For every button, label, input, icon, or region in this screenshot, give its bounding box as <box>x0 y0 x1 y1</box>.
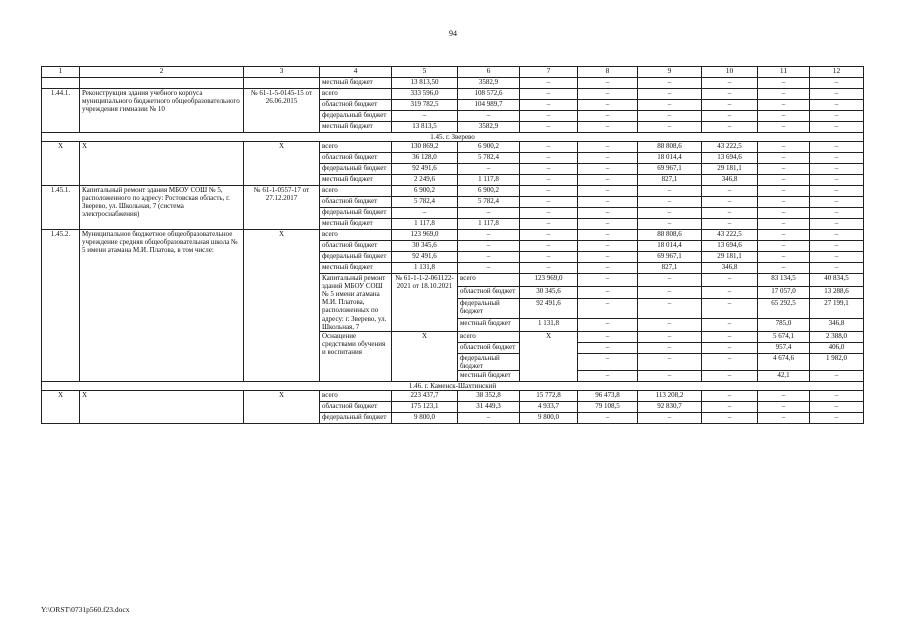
value-cell: 4 674,6 <box>758 353 810 370</box>
value-cell: – <box>810 208 864 219</box>
value-cell: – <box>520 208 578 219</box>
value-cell: 9 800,0 <box>392 413 458 424</box>
table-row <box>42 186 864 197</box>
value-cell: – <box>702 78 758 89</box>
value-cell: – <box>520 142 578 153</box>
value-cell: – <box>702 100 758 111</box>
value-cell: – <box>810 391 864 402</box>
value-cell: 13 288,6 <box>810 286 864 299</box>
section-row <box>42 133 864 142</box>
column-header: 5 <box>392 67 458 78</box>
value-cell: 6 900,2 <box>458 142 520 153</box>
value-cell: – <box>520 175 578 186</box>
funding-source-cell: всего <box>320 89 392 100</box>
value-cell: – <box>578 153 638 164</box>
column-header: 8 <box>578 67 638 78</box>
column-header: 3 <box>244 67 320 78</box>
value-cell: 43 222,5 <box>702 230 758 241</box>
value-cell: – <box>702 186 758 197</box>
value-cell: – <box>810 89 864 100</box>
value-cell: – <box>810 219 864 230</box>
value-cell: – <box>578 219 638 230</box>
value-cell: 65 292,5 <box>758 299 810 319</box>
column-header: 7 <box>520 67 578 78</box>
value-cell: – <box>520 89 578 100</box>
value-cell: – <box>520 78 578 89</box>
table-row <box>42 230 864 241</box>
value-cell: – <box>638 331 702 342</box>
value-cell: 92 491,6 <box>392 252 458 263</box>
item-number-cell: 1.44.1. <box>42 89 80 133</box>
value-cell: – <box>810 78 864 89</box>
section-title: 1.45. г. Зверево <box>42 133 864 142</box>
value-cell: 13 694,6 <box>702 241 758 252</box>
value-cell: – <box>810 197 864 208</box>
value-cell: – <box>458 230 520 241</box>
value-cell: – <box>810 186 864 197</box>
value-cell: 38 352,8 <box>458 391 520 402</box>
document-cell: № 61-1-5-0145-15 от 26.06.2015 <box>244 89 320 133</box>
value-cell: – <box>520 186 578 197</box>
value-cell: 6 900,2 <box>392 186 458 197</box>
table-row <box>42 89 864 100</box>
value-cell: – <box>810 241 864 252</box>
table-row <box>42 391 864 402</box>
value-cell: – <box>758 164 810 175</box>
value-cell: 36 128,0 <box>392 153 458 164</box>
value-cell: 43 222,5 <box>702 142 758 153</box>
budget-table <box>41 66 864 424</box>
footer-file-path: Y:\ORST\0731p560.f23.docx <box>41 605 130 614</box>
item-name-cell: Х <box>80 142 244 186</box>
value-cell: – <box>520 164 578 175</box>
table-header-row <box>42 67 864 78</box>
value-cell: – <box>810 175 864 186</box>
value-cell: – <box>638 299 702 319</box>
funding-source-cell: местный бюджет <box>320 78 392 89</box>
value-cell: 108 572,6 <box>458 89 520 100</box>
value-cell: – <box>520 219 578 230</box>
funding-source-cell: федеральный бюджет <box>320 208 392 219</box>
value-cell: – <box>638 122 702 133</box>
value-cell: 5 782,4 <box>392 197 458 208</box>
item-number-cell: Х <box>42 142 80 186</box>
value-cell: – <box>702 274 758 287</box>
value-cell: – <box>758 252 810 263</box>
value-cell: – <box>578 230 638 241</box>
item-name-cell: Капитальный ремонт зданий МБОУ СОШ № 5 имени атамана М.И. Платова, расположенных по адресу: г. Зверево, ул. Школьная, 7 <box>320 274 392 332</box>
value-cell: – <box>810 100 864 111</box>
value-cell: – <box>810 263 864 274</box>
value-cell: – <box>578 241 638 252</box>
value-cell: 30 345,6 <box>392 241 458 252</box>
value-cell: – <box>702 219 758 230</box>
document-cell: Х <box>244 142 320 186</box>
value-cell: – <box>810 413 864 424</box>
value-cell: 29 181,1 <box>702 164 758 175</box>
value-cell: – <box>758 391 810 402</box>
value-cell: 1 117,8 <box>458 175 520 186</box>
value-cell: – <box>810 164 864 175</box>
document-cell: № 61-1-1-2-061122-2021 от 18.10.2021 <box>392 274 458 332</box>
value-cell: – <box>638 353 702 370</box>
value-cell: – <box>578 175 638 186</box>
value-cell: 319 782,5 <box>392 100 458 111</box>
value-cell: – <box>638 219 702 230</box>
table-row <box>42 142 864 153</box>
value-cell: 123 969,0 <box>392 230 458 241</box>
value-cell: – <box>578 319 638 332</box>
value-cell: 1 117,8 <box>392 219 458 230</box>
value-cell: 6 900,2 <box>458 186 520 197</box>
value-cell: – <box>638 319 702 332</box>
value-cell: 40 834,5 <box>810 274 864 287</box>
funding-source-cell: федеральный бюджет <box>458 353 520 370</box>
value-cell: – <box>758 402 810 413</box>
funding-source-cell: областной бюджет <box>320 197 392 208</box>
value-cell: – <box>758 100 810 111</box>
value-cell: – <box>702 111 758 122</box>
item-number-cell: 1.45.2. <box>42 230 80 382</box>
value-cell: 123 969,0 <box>520 274 578 287</box>
value-cell: 15 772,8 <box>520 391 578 402</box>
item-name-cell: Оснащение средствами обучения и воспитания <box>320 331 392 381</box>
value-cell: – <box>638 208 702 219</box>
value-cell: 1 131,8 <box>392 263 458 274</box>
value-cell: 69 967,1 <box>638 164 702 175</box>
value-cell: – <box>810 252 864 263</box>
item-name-cell: Муниципальное бюджетное общеобразовательное учреждение средняя общеобразовательная школа № 5 имени атамана М.И. Платова, в том числе: <box>80 230 244 382</box>
value-cell: – <box>458 241 520 252</box>
value-cell: – <box>758 122 810 133</box>
value-cell: – <box>578 252 638 263</box>
funding-source-cell: местный бюджет <box>320 219 392 230</box>
value-cell: 346,8 <box>702 175 758 186</box>
value-cell: – <box>638 413 702 424</box>
value-cell: – <box>638 370 702 381</box>
value-cell: 13 813,50 <box>392 78 458 89</box>
item-name-cell: Реконструкция здания учебного корпуса муниципального бюджетного общеобразовательного учреждения гимназии № 10 <box>80 89 244 133</box>
value-cell: – <box>520 263 578 274</box>
funding-source-cell: областной бюджет <box>320 241 392 252</box>
value-cell: – <box>392 208 458 219</box>
value-cell: – <box>578 370 638 381</box>
value-cell: – <box>810 142 864 153</box>
value-cell: – <box>810 230 864 241</box>
value-cell: – <box>810 111 864 122</box>
value-cell: – <box>578 142 638 153</box>
funding-source-cell: местный бюджет <box>320 263 392 274</box>
value-cell: 223 437,7 <box>392 391 458 402</box>
column-header: 9 <box>638 67 702 78</box>
value-cell: – <box>702 353 758 370</box>
value-cell: – <box>520 122 578 133</box>
value-cell: 2 249,6 <box>392 175 458 186</box>
funding-source-cell: областной бюджет <box>320 100 392 111</box>
value-cell: 18 014,4 <box>638 241 702 252</box>
value-cell: 88 808,6 <box>638 230 702 241</box>
value-cell: – <box>758 175 810 186</box>
value-cell: – <box>702 286 758 299</box>
funding-source-cell: областной бюджет <box>458 342 520 353</box>
value-cell: – <box>520 111 578 122</box>
value-cell: – <box>702 122 758 133</box>
value-cell: – <box>638 89 702 100</box>
value-cell: – <box>638 100 702 111</box>
value-cell: 827,1 <box>638 175 702 186</box>
funding-source-cell: всего <box>458 274 520 287</box>
value-cell: – <box>458 164 520 175</box>
value-cell: – <box>702 370 758 381</box>
value-cell: – <box>758 78 810 89</box>
funding-source-cell: всего <box>458 331 520 342</box>
document-cell: Х <box>392 331 458 381</box>
value-cell: – <box>458 413 520 424</box>
funding-source-cell: местный бюджет <box>458 370 520 381</box>
value-cell: – <box>638 111 702 122</box>
value-cell: – <box>758 208 810 219</box>
value-cell: 175 123,1 <box>392 402 458 413</box>
value-cell: 27 199,1 <box>810 299 864 319</box>
value-cell: – <box>578 197 638 208</box>
section-row <box>42 381 864 390</box>
funding-source-cell: всего <box>320 186 392 197</box>
funding-source-cell: федеральный бюджет <box>320 413 392 424</box>
value-cell: – <box>520 241 578 252</box>
value-cell: – <box>758 413 810 424</box>
value-cell: – <box>578 186 638 197</box>
value-cell: 69 967,1 <box>638 252 702 263</box>
value-cell: – <box>520 153 578 164</box>
document-cell: Х <box>244 230 320 382</box>
value-cell: – <box>392 111 458 122</box>
document-cell: № 61-1-0557-17 от 27.12.2017 <box>244 186 320 230</box>
value-cell: 2 388,0 <box>810 331 864 342</box>
value-cell: – <box>578 208 638 219</box>
value-cell: 13 694,6 <box>702 153 758 164</box>
value-cell: 30 345,6 <box>520 286 578 299</box>
value-cell: – <box>520 230 578 241</box>
value-cell: – <box>458 208 520 219</box>
page-number: 94 <box>449 29 457 38</box>
value-cell: – <box>638 197 702 208</box>
value-cell: – <box>638 186 702 197</box>
value-cell: – <box>458 263 520 274</box>
column-header: 11 <box>758 67 810 78</box>
value-cell: – <box>578 89 638 100</box>
value-cell: 406,0 <box>810 342 864 353</box>
item-number-cell: Х <box>42 391 80 424</box>
funding-source-cell: федеральный бюджет <box>320 164 392 175</box>
value-cell: – <box>578 100 638 111</box>
value-cell: – <box>578 331 638 342</box>
column-header: 2 <box>80 67 244 78</box>
value-cell: 92 491,6 <box>392 164 458 175</box>
value-cell: – <box>578 111 638 122</box>
value-cell: 346,8 <box>810 319 864 332</box>
column-header: 10 <box>702 67 758 78</box>
funding-source-cell: областной бюджет <box>320 402 392 413</box>
value-cell: – <box>810 402 864 413</box>
value-cell: 5 782,4 <box>458 153 520 164</box>
value-cell: – <box>758 230 810 241</box>
section-title: 1.46. г. Каменск-Шахтинский <box>42 381 864 390</box>
value-cell: Х <box>520 331 578 381</box>
value-cell: – <box>578 274 638 287</box>
value-cell: – <box>578 78 638 89</box>
value-cell: – <box>458 111 520 122</box>
value-cell: 1 131,8 <box>520 319 578 332</box>
value-cell: – <box>578 353 638 370</box>
value-cell: – <box>702 402 758 413</box>
value-cell: 92 830,7 <box>638 402 702 413</box>
funding-source-cell: местный бюджет <box>458 319 520 332</box>
column-header: 12 <box>810 67 864 78</box>
value-cell: 346,8 <box>702 263 758 274</box>
item-name-cell: Х <box>80 391 244 424</box>
value-cell: 333 596,0 <box>392 89 458 100</box>
value-cell: 29 181,1 <box>702 252 758 263</box>
value-cell: – <box>638 274 702 287</box>
value-cell: – <box>578 413 638 424</box>
value-cell: – <box>638 286 702 299</box>
funding-source-cell: федеральный бюджет <box>320 252 392 263</box>
funding-source-cell: местный бюджет <box>320 122 392 133</box>
value-cell: – <box>758 89 810 100</box>
value-cell: 104 989,7 <box>458 100 520 111</box>
value-cell: – <box>810 122 864 133</box>
column-header: 4 <box>320 67 392 78</box>
value-cell: 88 808,6 <box>638 142 702 153</box>
value-cell: – <box>458 252 520 263</box>
value-cell: – <box>578 164 638 175</box>
value-cell: – <box>578 263 638 274</box>
value-cell: – <box>578 299 638 319</box>
funding-source-cell: всего <box>320 230 392 241</box>
item-number-cell: 1.45.1. <box>42 186 80 230</box>
document-cell <box>244 78 320 89</box>
document-cell: Х <box>244 391 320 424</box>
value-cell: – <box>702 413 758 424</box>
value-cell: 79 108,5 <box>578 402 638 413</box>
value-cell: 13 813,5 <box>392 122 458 133</box>
value-cell: – <box>758 263 810 274</box>
column-header: 1 <box>42 67 80 78</box>
value-cell: – <box>702 342 758 353</box>
value-cell: – <box>702 299 758 319</box>
column-header: 6 <box>458 67 520 78</box>
value-cell: – <box>578 286 638 299</box>
value-cell: – <box>702 331 758 342</box>
value-cell: – <box>758 153 810 164</box>
value-cell: 957,4 <box>758 342 810 353</box>
funding-source-cell: федеральный бюджет <box>458 299 520 319</box>
value-cell: – <box>702 197 758 208</box>
funding-source-cell: федеральный бюджет <box>320 111 392 122</box>
funding-source-cell: всего <box>320 142 392 153</box>
value-cell: – <box>702 208 758 219</box>
value-cell: 31 449,3 <box>458 402 520 413</box>
value-cell: 42,1 <box>758 370 810 381</box>
table-row <box>42 78 864 89</box>
value-cell: 96 473,8 <box>578 391 638 402</box>
item-number-cell <box>42 78 80 89</box>
value-cell: – <box>520 252 578 263</box>
value-cell: 83 134,5 <box>758 274 810 287</box>
funding-source-cell: местный бюджет <box>320 175 392 186</box>
value-cell: 92 491,6 <box>520 299 578 319</box>
value-cell: 3582,9 <box>458 122 520 133</box>
value-cell: – <box>758 241 810 252</box>
value-cell: – <box>520 197 578 208</box>
value-cell: – <box>758 142 810 153</box>
value-cell: 1 982,0 <box>810 353 864 370</box>
value-cell: 130 869,2 <box>392 142 458 153</box>
funding-source-cell: областной бюджет <box>458 286 520 299</box>
item-name-cell: Капитальный ремонт здания МБОУ СОШ № 5, расположенного по адресу: Ростовская область, г. Зверево, ул. Школьная, 7 (система электроснабжения) <box>80 186 244 230</box>
value-cell: – <box>638 342 702 353</box>
funding-source-cell: областной бюджет <box>320 153 392 164</box>
value-cell: – <box>578 122 638 133</box>
value-cell: 17 057,0 <box>758 286 810 299</box>
value-cell: – <box>810 370 864 381</box>
value-cell: 18 014,4 <box>638 153 702 164</box>
value-cell: – <box>702 319 758 332</box>
value-cell: 113 208,2 <box>638 391 702 402</box>
value-cell: – <box>702 89 758 100</box>
value-cell: 9 800,0 <box>520 413 578 424</box>
funding-source-cell: всего <box>320 391 392 402</box>
value-cell: – <box>758 197 810 208</box>
value-cell: – <box>758 186 810 197</box>
value-cell: – <box>758 219 810 230</box>
value-cell: – <box>758 111 810 122</box>
value-cell: 5 674,1 <box>758 331 810 342</box>
value-cell: – <box>578 342 638 353</box>
value-cell: – <box>638 78 702 89</box>
value-cell: 5 782,4 <box>458 197 520 208</box>
value-cell: – <box>520 100 578 111</box>
value-cell: – <box>810 153 864 164</box>
value-cell: 827,1 <box>638 263 702 274</box>
value-cell: 785,0 <box>758 319 810 332</box>
value-cell: 1 117,8 <box>458 219 520 230</box>
value-cell: – <box>702 391 758 402</box>
value-cell: 4 933,7 <box>520 402 578 413</box>
value-cell: 3582,9 <box>458 78 520 89</box>
item-name-cell <box>80 78 244 89</box>
